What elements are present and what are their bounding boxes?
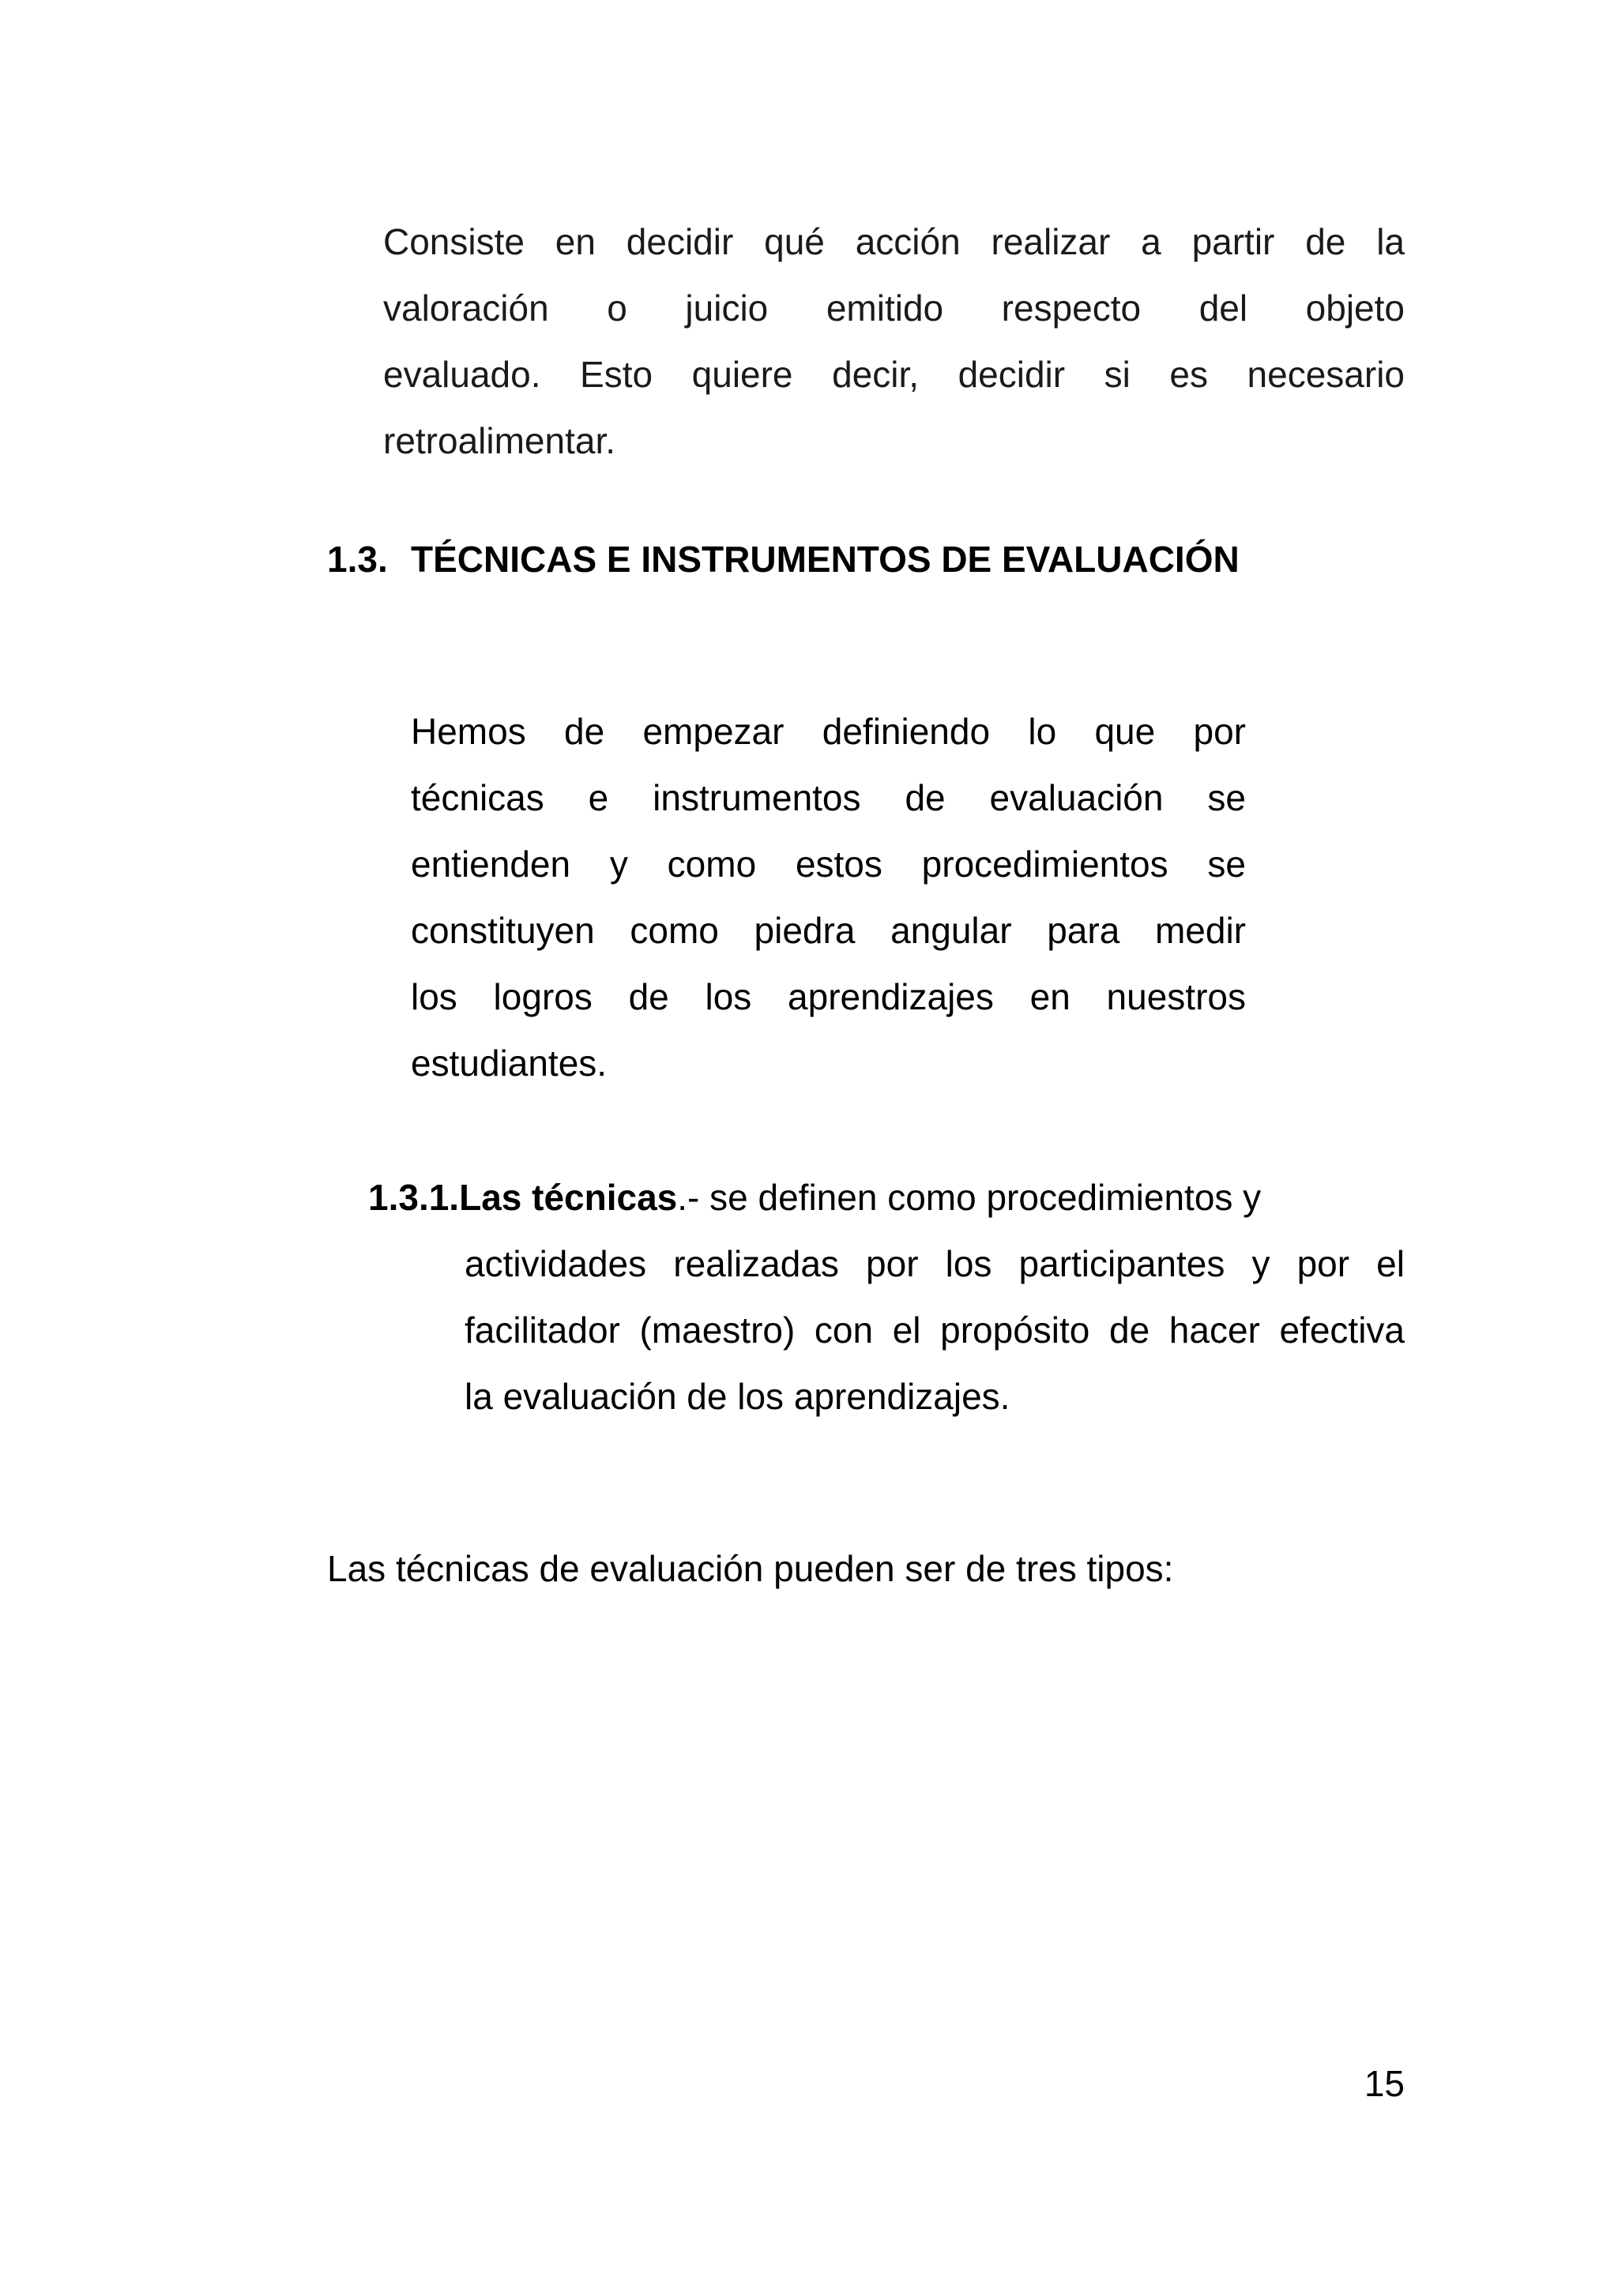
paragraph-intro-techniques xyxy=(411,698,1246,1096)
subsection-first-line xyxy=(368,1164,1405,1231)
paragraph-line: la evaluación de los aprendizajes. xyxy=(465,1376,1010,1417)
paragraph-line: constituyen como piedra angular para medir xyxy=(411,910,1246,951)
paragraph-line: valoración o juicio emitido respecto del objeto xyxy=(383,287,1405,329)
paragraph-types-intro: Las técnicas de evaluación pueden ser de tres tipos: xyxy=(327,1548,1174,1589)
subsection-body xyxy=(368,1231,1405,1430)
page-number: 15 xyxy=(1364,2063,1405,2104)
paragraph-line: Consiste en decidir qué acción realizar a partir de la xyxy=(383,221,1405,262)
paragraph-line: retroalimentar. xyxy=(383,420,616,461)
paragraph-line: estudiantes. xyxy=(411,1043,608,1084)
subsection-first-line-text: .- se definen como procedimientos y xyxy=(677,1177,1262,1218)
paragraph-line: evaluado. Esto quiere decir, decidir si es necesario xyxy=(383,354,1405,395)
section-number: 1.3. xyxy=(327,539,388,580)
paragraph-line: actividades realizadas por los participantes y por el xyxy=(465,1243,1405,1284)
paragraph-line: Hemos de empezar definiendo lo que por xyxy=(411,711,1246,752)
section-title: TÉCNICAS E INSTRUMENTOS DE EVALUACIÓN xyxy=(411,539,1240,580)
subsection-term: Las técnicas xyxy=(459,1177,678,1218)
section-heading xyxy=(327,531,1240,588)
subsection-lead xyxy=(368,1164,1261,1231)
subsection-number: 1.3.1. xyxy=(368,1177,460,1218)
paragraph-line: los logros de los aprendizajes en nuestros xyxy=(411,976,1246,1017)
paragraph-line: técnicas e instrumentos de evaluación se xyxy=(411,777,1246,818)
paragraph-line: facilitador (maestro) con el propósito de hacer efectiva xyxy=(465,1310,1405,1351)
subsection-techniques xyxy=(368,1164,1405,1430)
paragraph-line: entienden y como estos procedimientos se xyxy=(411,844,1246,885)
paragraph-decision xyxy=(383,209,1405,474)
